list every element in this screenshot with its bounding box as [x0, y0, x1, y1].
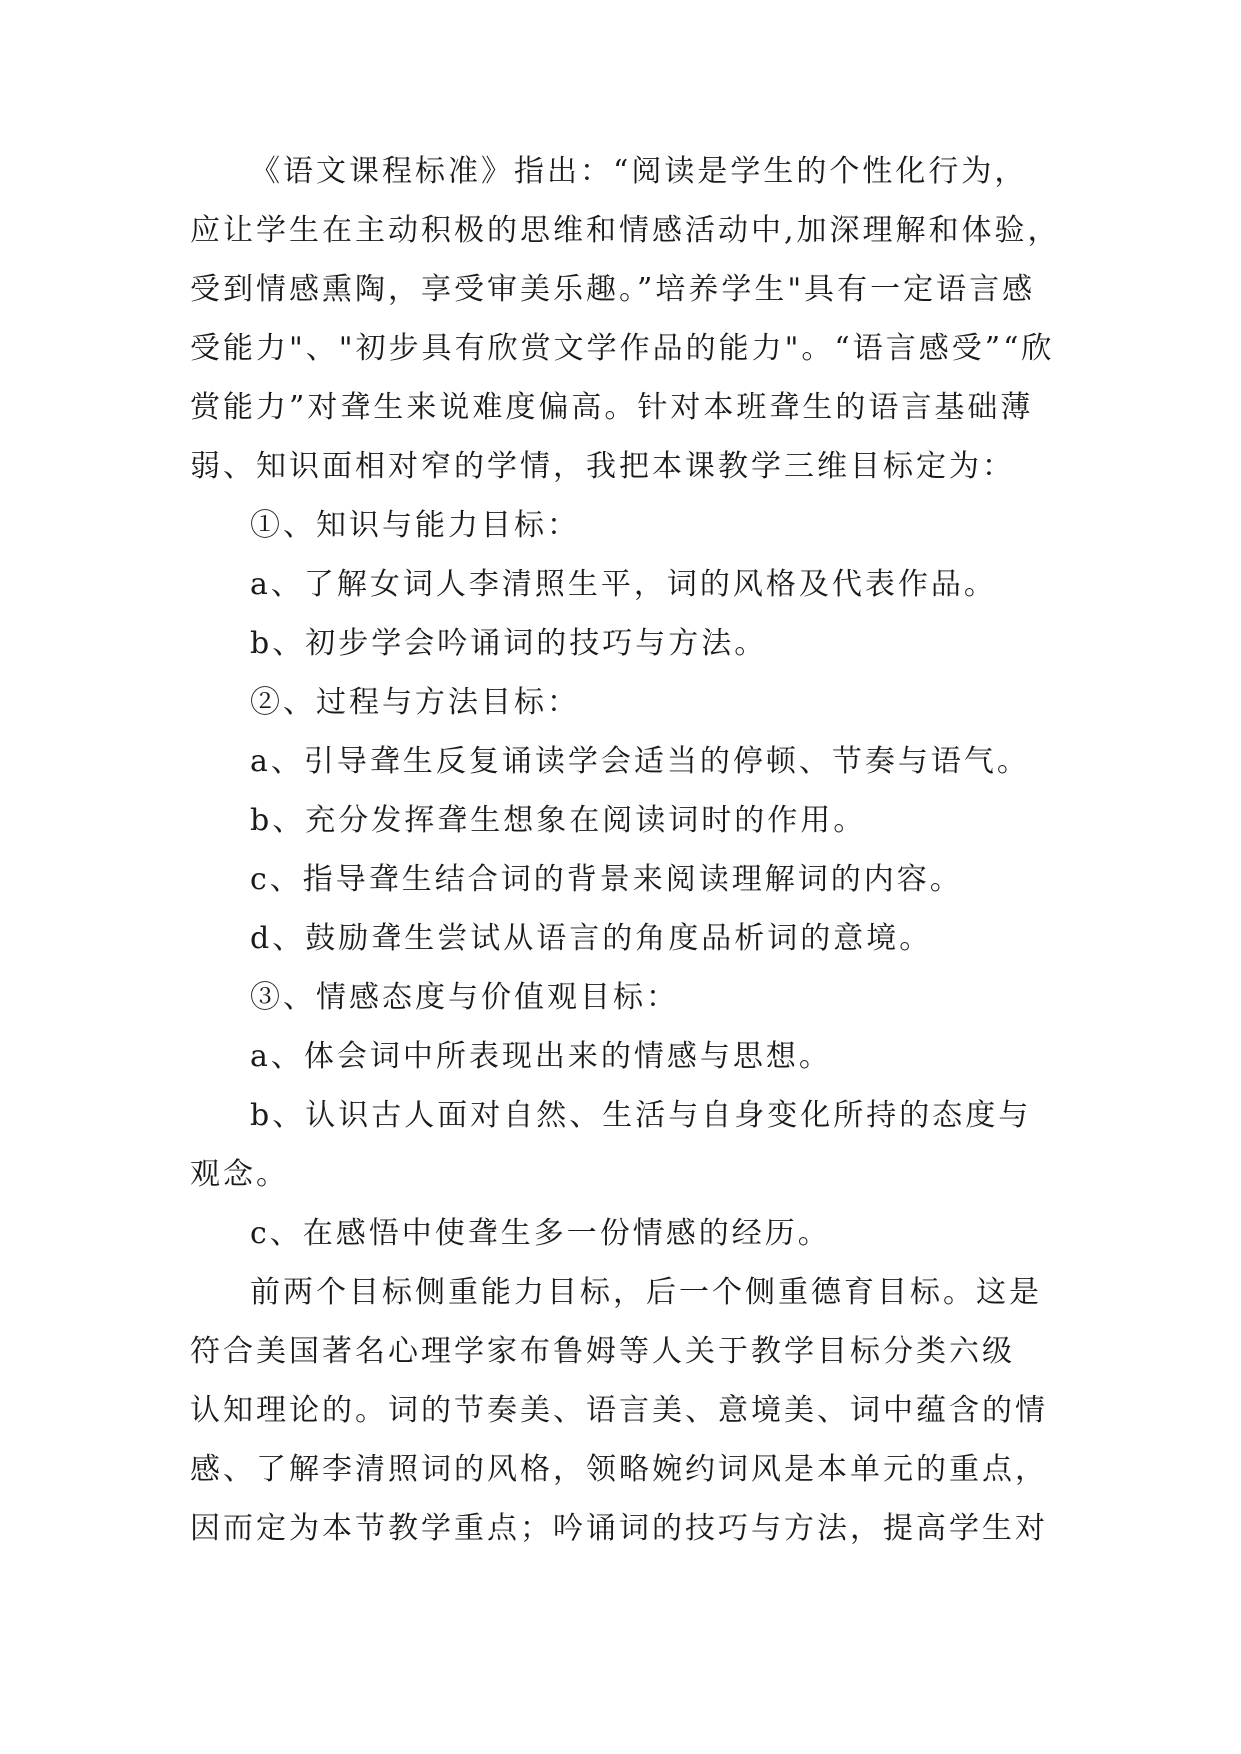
text-line: 符合美国著名心理学家布鲁姆等人关于教学目标分类六级 — [190, 1334, 1015, 1369]
text-line: 弱、知识面相对窄的学情，我把本课教学三维目标定为： — [190, 449, 1015, 484]
list-item: a、体会词中所表现出来的情感与思想。 — [250, 1039, 832, 1074]
text-line: 感、了解李清照词的风格，领略婉约词风是本单元的重点， — [190, 1452, 1048, 1487]
text-line: 认知理论的。词的节奏美、语言美、意境美、词中蕴含的情 — [190, 1393, 1048, 1428]
text-line: 应让学生在主动积极的思维和情感活动中,加深理解和体验， — [190, 213, 1061, 248]
text-line: 因而定为本节教学重点；吟诵词的技巧与方法，提高学生对 — [190, 1511, 1048, 1546]
list-item: b、认识古人面对自然、生活与自身变化所持的态度与 — [250, 1098, 1032, 1133]
text-line: 《语文课程标准》指出：“阅读是学生的个性化行为， — [250, 154, 1028, 189]
list-item-continuation: 观念。 — [190, 1157, 289, 1192]
list-item: c、在感悟中使聋生多一份情感的经历。 — [250, 1216, 831, 1251]
list-item: d、鼓励聋生尝试从语言的角度品析词的意境。 — [250, 921, 933, 956]
list-item: a、了解女词人李清照生平，词的风格及代表作品。 — [250, 567, 997, 602]
text-line: 前两个目标侧重能力目标，后一个侧重德育目标。这是 — [250, 1275, 1042, 1310]
section-heading: ①、知识与能力目标： — [250, 508, 580, 543]
list-item: c、指导聋生结合词的背景来阅读理解词的内容。 — [250, 862, 963, 897]
list-item: b、初步学会吟诵词的技巧与方法。 — [250, 626, 768, 661]
text-line: 受到情感熏陶，享受审美乐趣。”培养学生"具有一定语言感 — [190, 272, 1036, 307]
list-item: a、引导聋生反复诵读学会适当的停顿、节奏与语气。 — [250, 744, 1030, 779]
section-heading: ③、情感态度与价值观目标： — [250, 980, 679, 1015]
text-line: 赏能力”对聋生来说难度偏高。针对本班聋生的语言基础薄 — [190, 390, 1034, 425]
text-line: 受能力"、"初步具有欣赏文学作品的能力"。“语言感受”“欣 — [190, 331, 1055, 366]
section-heading: ②、过程与方法目标： — [250, 685, 580, 720]
list-item: b、充分发挥聋生想象在阅读词时的作用。 — [250, 803, 867, 838]
